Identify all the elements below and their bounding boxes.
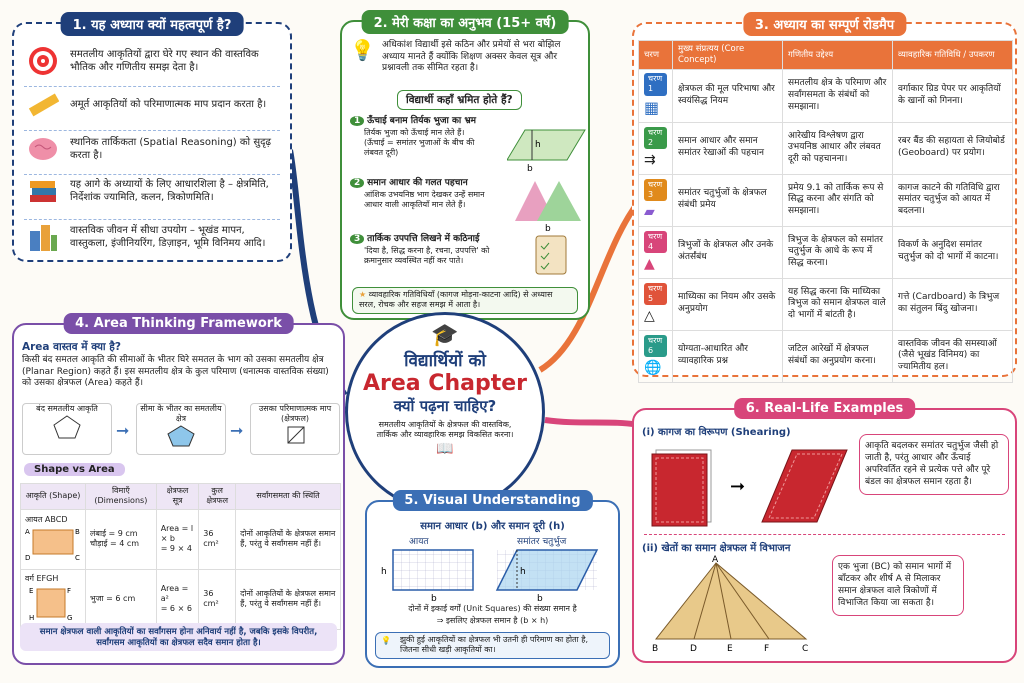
bulb-icon: 💡 [350,38,375,62]
pentagon-filled [166,425,196,447]
graduation-cap-icon: 🎓 [431,323,459,348]
books-icon [26,174,60,208]
svg-text:h: h [381,567,387,577]
section-2-title: 2. मेरी कक्षा का अनुभव (15+ वर्ष) [362,10,569,34]
roadmap-table: चरण मुख्य संप्रत्यय (Core Concept) गणितीय उद्देश्य व्यावहारिक गतिविधि / उपकरण चरण 1 ▦ क्षेत्रफल की मूल परिभाषा और स्वयंसिद्ध नियम समतलीय क्षेत्र के परिमाण और सर्वांगसमता के संबंधों को समझाना। वर्गाकार ग्रिड पेपर पर आकृतियों के खानों को गिनना। चरण 2 ⇉ समान आधार और समान समांतर रेखाओं की पहचान आरेखीय विश्लेषण द्वारा उभयनिष्ठ आधार और लंबवत दूरी को पहचानना। रबर बैंड की सहायता से जियोबोर्ड (Geoboard) पर प्रयोग। चरण 3 ▰ समांतर चतुर्भुजों के क्षेत्रफल संबंधी प्रमेय प्रमेय 9.1 को तार्किक रूप से सिद्ध करना और संगति को समझाना। कागज काटने की गतिविधि द्वारा समांतर चतुर्भुज को आयत में बदलना। चरण 4 ▲ त्रिभुजों के क्षेत्रफल और उनके अंतर्संबंध त्रिभुज के क्षेत्रफल को समांतर चतुर्भुज के आधे के रूप में सिद्ध करना। विकर्ण के अनुदिश समांतर चतुर्भुज को दो भागों में काटना। चरण 5 △ माध्यिका का नियम और उसके अनुप्रयोग यह सिद्ध करना कि माध्यिका त्रिभुज को समान क्षेत्रफल वाले दो भागों में बांटती है। गत्ते (Cardboard) के त्रिभुज का संतुलन बिंदु खोजना। चरण 6 🌐 योग्यता-आधारित और व्यावहारिक प्रश्न जटिल आरेखों में क्षेत्रफल संबंधों का अनुप्रयोग करना। वास्तविक जीवन की समस्याओं (जैसे भूखंड विनिमय) का ज्यामितीय हल। [638,40,1013,383]
table-row: चरण 2 ⇉ समान आधार और समान समांतर रेखाओं की पहचान आरेखीय विश्लेषण द्वारा उभयनिष्ठ आधार और लंबवत दूरी को पहचानना। रबर बैंड की सहायता से जियोबोर्ड (Geoboard) पर प्रयोग। [639,122,1013,174]
svg-text:F: F [764,644,770,654]
table-row: चरण 1 ▦ क्षेत्रफल की मूल परिभाषा और स्वयंसिद्ध नियम समतलीय क्षेत्र के परिमाण और सर्वांगसमता के संबंधों को समझाना। वर्गाकार ग्रिड पेपर पर आकृतियों के खानों को गिनना। [639,70,1013,123]
globe-icon: 🌐 [644,360,662,377]
section-importance [12,18,292,262]
section-5-title: 5. Visual Understanding [392,490,592,511]
area-question: Area वास्तव में क्या है? [22,341,121,353]
example2-title: (ii) खेतों का समान क्षेत्रफल में विभाजन [642,543,791,554]
arrow-icon: ➞ [730,476,746,497]
shape-area-table: आकृति (Shape) विमाएँ (Dimensions) क्षेत्रफल सूत्र कुल क्षेत्रफल सर्वांगसमता की स्थिति आयत ABCD A B D C लंबाई = 9 cm चौड़ाई = 4 cm Area = l × b = 9 × 4 36 cm² दोनों आकृतियों के क्षेत्रफल समान हैं, परंतु वे सर्वांगसम नहीं हैं। वर्ग EFGH E F H G भुजा = 6 cm Area = a² = 6 × 6 36 cm² दोनों आकृतियों के क्षेत्रफल समान हैं, परंतु वे सर्वांगसम नहीं हैं। [20,483,341,630]
table-row: वर्ग EFGH E F H G भुजा = 6 cm Area = a² = 6 × 6 36 cm² दोनों आकृतियों के क्षेत्रफल समान हैं, परंतु वे सर्वांगसम नहीं हैं। [21,569,341,629]
importance-text: यह आगे के अध्यायों के लिए आधारशिला है – क्षेत्रमिति, निर्देशांक ज्यामिति, कलन, त्रिकोणमिति। [70,178,269,203]
svg-text:H: H [29,613,35,621]
example1-title: (i) कागज का विरूपण (Shearing) [642,427,791,438]
center-line3: क्यों पढ़ना चाहिए? [393,397,497,415]
svg-text:E: E [727,644,733,654]
section-4-title: 4. Area Thinking Framework [63,313,294,334]
visual-text2: ⇒ इसलिए क्षेत्रफल समान है (b × h) [436,616,549,625]
brain-icon [26,132,60,166]
svg-text:F: F [67,586,72,595]
importance-item [26,174,280,208]
svg-text:B: B [75,527,80,536]
importance-item [26,132,280,166]
importance-text: स्थानिक तार्किकता (Spatial Reasoning) को सुदृढ़ करता है। [70,136,272,161]
importance-text: वास्तविक जीवन में सीधा उपयोग – भूखंड मापन, वास्तुकला, इंजीनियरिंग, डिज़ाइन, भूमि विनिमय आदि। [70,224,266,249]
field-division-figure [644,555,844,655]
importance-text: समतलीय आकृतियों द्वारा घेरे गए स्थान की वास्तविक भौतिक और गणितीय समझ देता है। [70,48,259,73]
confusion-item: 3 तार्किक उपपत्ति लिखने में कठिनाई 'दिया है, सिद्ध करना है, रचना, उपपत्ति' को क्रमानुसार व्यवस्थित नहीं कर पाते। [350,234,520,266]
section-experience [340,16,590,320]
confusion-subtitle: विद्यार्थी कहाँ भ्रमित होते हैं? [397,90,522,110]
svg-text:C: C [75,553,80,560]
center-line1: विद्यार्थियों को [404,351,486,371]
parallelogram-label: समांतर चतुर्भुज [517,537,567,547]
svg-text:A: A [25,527,30,536]
section-roadmap [632,18,1017,377]
center-line2: Area Chapter [363,371,527,396]
svg-text:E: E [29,586,34,595]
same-base-triangles-figure [507,177,587,232]
svg-text:D: D [25,553,31,560]
rectangle-figure [25,526,81,560]
example2-text: एक भुजा (BC) को समान भागों में बाँटकर और शीर्ष A से मिलाकर समान क्षेत्रफल वाले त्रिकोणों में विभाजित किया जा सकता है। [832,555,964,616]
importance-item [26,44,280,78]
table-row: चरण 3 ▰ समांतर चतुर्भुजों के क्षेत्रफल संबंधी प्रमेय प्रमेय 9.1 को तार्किक रूप से सिद्ध करना और संगति को समझाना। कागज काटने की गतिविधि द्वारा समांतर चतुर्भुज को आयत में बदलना। [639,174,1013,226]
pentagon-outline [52,414,82,440]
visual-subtitle: समान आधार (b) और समान दूरी (h) [420,521,565,532]
slant-parallelogram-figure [507,122,587,172]
section-real-life [632,401,1017,663]
visual-note: 💡 झुकी हुई आकृतियों का क्षेत्रफल भी उतनी ही परिमाण का होता है, जितना सीधी खड़ी आकृतियों का। [375,632,610,659]
table-row: चरण 5 △ माध्यिका का नियम और उसके अनुप्रयोग यह सिद्ध करना कि माध्यिका त्रिभुज को समान क्षेत्रफल वाले दो भागों में बांटती है। गत्ते (Cardboard) के त्रिभुज का संतुलन बिंदु खोजना। [639,278,1013,330]
triangle-icon: ▲ [644,256,655,273]
svg-text:b: b [537,594,543,602]
example1-text: आकृति बदलकर समांतर चतुर्भुज जैसी हो जाती है, परंतु आधार और ऊँचाई अपरिवर्तित रहने से प्रत्येक पत्ते और पूरे बंडल का क्षेत्रफल समान रहता है। [859,434,1009,495]
arrow-icon: ➞ [116,421,130,440]
experience-intro: अधिकांश विद्यार्थी इसे कठिन और प्रमेयों से भरा बोझिल अध्याय मानते हैं क्योंकि शिक्षण अक्सर केवल सूत्र और प्रश्नावली तक सीमित रहता है। [382,40,561,74]
activity-note: ★ व्यावहारिक गतिविधियाँ (कागज मोड़ना-काटना आदि) से अध्यास सरल, रोचक और सहज समझ में आता है। [352,287,578,314]
arrow-icon: ➞ [230,421,244,440]
center-desc: समतलीय आकृतियों के क्षेत्रफल की वास्तविक, तार्किक और व्यावहारिक समझ विकसित करना। [376,420,514,440]
square-figure [25,585,81,621]
framework-footer: समान क्षेत्रफल वाली आकृतियों का सर्वांगसम होना अनिवार्य नहीं है, जबकि इसके विपरीत, सर्वांगसम आकृतियों का क्षेत्रफल सदैव समान होता है। [20,623,337,651]
target-icon [26,44,60,78]
parallel-lines-icon: ⇉ [644,152,656,169]
table-row: आयत ABCD A B D C लंबाई = 9 cm चौड़ाई = 4 cm Area = l × b = 9 × 4 36 cm² दोनों आकृतियों के क्षेत्रफल समान हैं, परंतु वे सर्वांगसम नहीं हैं। [21,509,341,569]
parallelogram-icon: ▰ [644,204,655,221]
importance-text: अमूर्त आकृतियों को परिमाणात्मक माप प्रदान करता है। [70,99,267,111]
rectangle-label: आयत [409,537,429,547]
bulb-icon: 💡 [381,636,391,645]
svg-text:C: C [802,644,809,654]
card-stack-figure [642,440,862,530]
svg-text:B: B [652,644,659,654]
table-row: चरण 6 🌐 योग्यता-आधारित और व्यावहारिक प्रश्न जटिल आरेखों में क्षेत्रफल संबंधों का अनुप्रयोग करना। वास्तविक जीवन की समस्याओं (जैसे भूखंड विनिमय) का ज्यामितीय हल। [639,330,1013,382]
svg-text:A: A [712,555,719,565]
flow-step: उसका परिमाणात्मक माप (क्षेत्रफल) [250,403,340,455]
section-visual [365,493,620,668]
clipboard-icon [532,232,572,277]
ruler-icon [26,88,60,122]
measure-square-icon [280,425,310,445]
confusion-item: 1 ऊँचाई बनाम तिर्यक भुजा का भ्रम तिर्यक भुजा को ऊँचाई मान लेते हैं। (ऊँचाई = समांतर भुजाओं के बीच की लंबवत दूरी) [350,116,480,159]
confusion-item: 2 समान आधार की गलत पहचान आंशिक उभयनिष्ठ भाग देखकर उन्हें समान आधार वाली आकृतियाँ मान लेते हैं। [350,178,485,210]
svg-text:h: h [535,140,541,150]
table-row: चरण 4 ▲ त्रिभुजों के क्षेत्रफल और उनके अंतर्संबंध त्रिभुज के क्षेत्रफल को समांतर चतुर्भुज के आधे के रूप में सिद्ध करना। विकर्ण के अनुदिश समांतर चतुर्भुज को दो भागों में काटना। [639,226,1013,278]
svg-text:b: b [545,224,551,232]
importance-item [26,88,280,122]
svg-text:b: b [431,594,437,602]
section-6-title: 6. Real-Life Examples [734,398,916,419]
star-icon: ★ [359,290,367,299]
shape-vs-area-label: Shape vs Area [24,463,125,476]
section-framework [12,316,345,665]
buildings-icon [26,220,60,254]
section-1-title: 1. यह अध्याय क्यों महत्वपूर्ण है? [61,12,244,36]
svg-text:h: h [520,567,526,577]
flow-step: बंद समतलीय आकृति [22,403,112,455]
section-3-title: 3. अध्याय का सम्पूर्ण रोडमैप [743,12,906,36]
central-topic [345,312,545,512]
svg-text:G: G [67,613,73,621]
svg-text:b: b [527,164,533,172]
book-icon: 📖 [436,440,454,457]
grid-comparison-figure [377,546,617,602]
flow-step: सीमा के भीतर का समतलीय क्षेत्र [136,403,226,455]
grid-icon: ▦ [644,97,660,117]
area-definition: किसी बंद समतल आकृति की सीमाओं के भीतर घिरे समतल के भाग को उसका समतलीय क्षेत्र (Planar Region) कहते हैं। इस समतलीय क्षेत्र के कुल परिमाण (धनात्मक वास्तविक संख्या) को उसका क्षेत्रफल (Area) कहते हैं। [22,355,329,389]
median-triangle-icon: △ [644,308,655,325]
importance-item [26,220,280,254]
svg-text:D: D [690,644,697,654]
visual-text1: दोनों में इकाई वर्गों (Unit Squares) की संख्या समान है [408,604,577,613]
